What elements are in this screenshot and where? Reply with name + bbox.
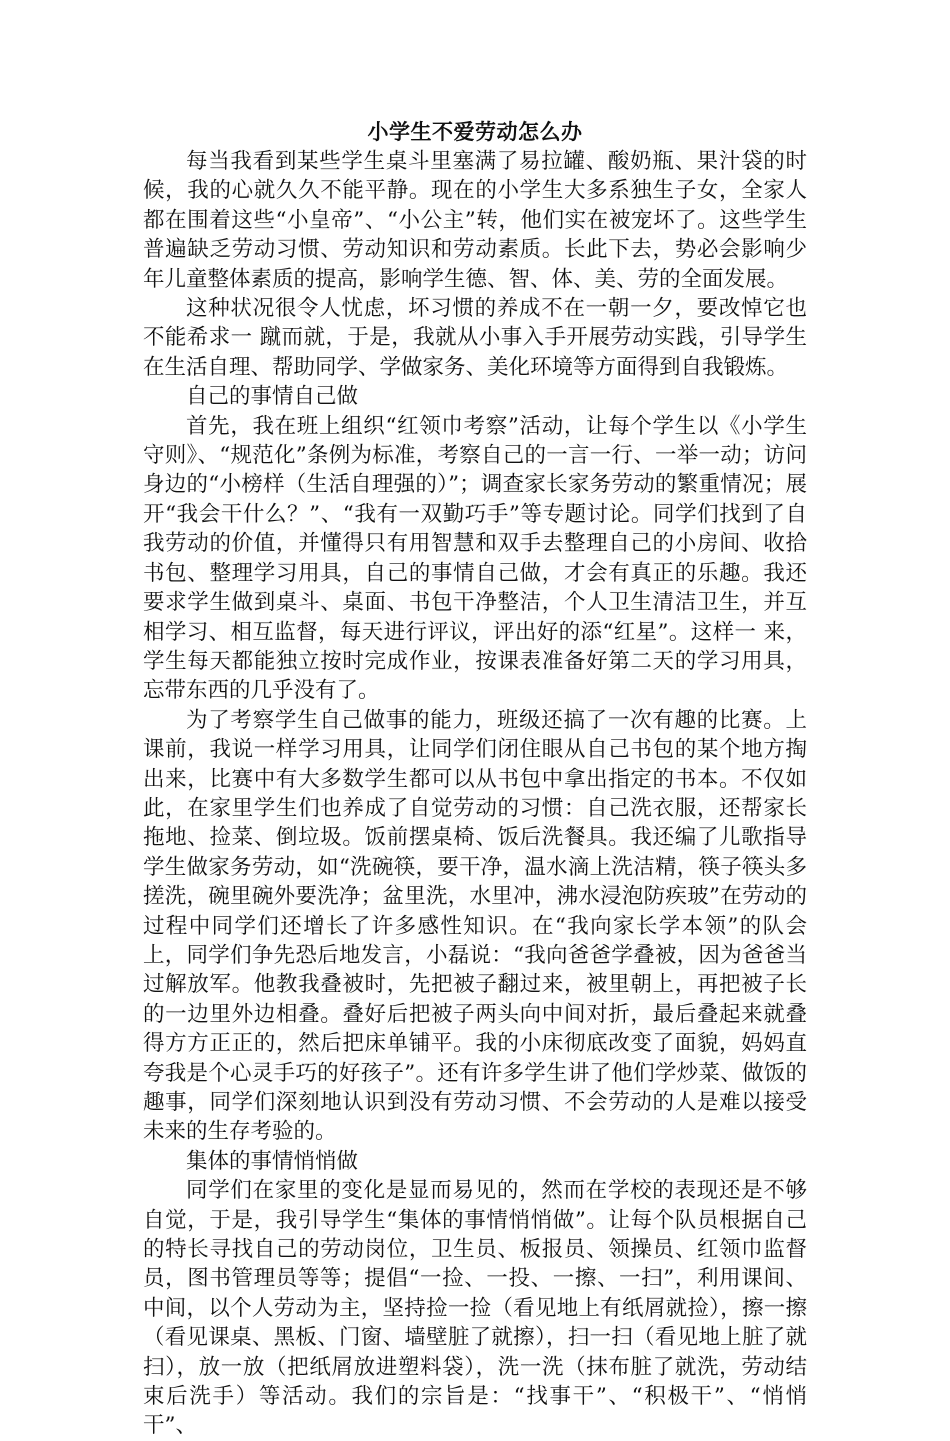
paragraph: 每当我看到某些学生桌斗里塞满了易拉罐、酸奶瓶、果汁袋的时候，我的心就久久不能平静。现在的小学生大多系独生子女，全家人都在围着这些“小皇帝”、“小公主”转，他们实在被宠坏了。这些学生普遍缺乏劳动习惯、劳动知识和劳动素质。长此下去，势必会影响少年儿童整体素质的提高，影响学生德、智、体、美、劳的全面发展。 [143, 149, 807, 292]
document-body [143, 118, 807, 1441]
paragraph: 为了考察学生自己做事的能力，班级还搞了一次有趣的比赛。上课前，我说一样学习用具，让同学们闭住眼从自己书包的某个地方掏出来，比赛中有大多数学生都可以从书包中拿出指定的书本。不仅如此，在家里学生们也养成了自觉劳动的习惯：自己洗衣服，还帮家长拖地、捡菜、倒垃圾。饭前摆桌椅、饭后洗餐具。我还编了儿歌指导学生做家务劳动，如“洗碗筷，要干净，温水滴上洗洁精，筷子筷头多搓洗，碗里碗外要洗净；盆里洗，水里冲，沸水浸泡防疾玻”在劳动的过程中同学们还增长了许多感性知识。在“我向家长学本领”的队会上，同学们争先恐后地发言，小磊说：“我向爸爸学叠被，因为爸爸当过解放军。他教我叠被时，先把被子翻过来，被里朝上，再把被子长的一边里外边相叠。叠好后把被子两头向中间对折，最后叠起来就叠得方方正正的，然后把床单铺平。我的小床彻底改变了面貌，妈妈直夸我是个心灵手巧的好孩子”。还有许多学生讲了他们学炒菜、做饭的趣事，同学们深刻地认识到没有劳动习惯、不会劳动的人是难以接受未来的生存考验的。 [143, 707, 807, 1145]
document-title: 小学生不爱劳动怎么办 [367, 120, 583, 144]
section-heading: 自己的事情自己做 [186, 384, 359, 410]
paragraph: 同学们在家里的变化是显而易见的，然而在学校的表现还是不够自觉，于是，我引导学生“集体的事情悄悄做”。让每个队员根据自己的特长寻找自己的劳动岗位，卫生员、板报员、领操员、红领巾监督员，图书管理员等等；提倡“一捡、一投、一擦、一扫”，利用课间、中间，以个人劳动为主，坚持捡一捡（看见地上有纸屑就捡），擦一擦（看见课桌、黑板、门窗、墙壁脏了就擦），扫一扫（看见地上脏了就扫），放一放（把纸屑放进塑料袋），洗一洗（抹布脏了就洗，劳动结束后洗手）等活动。我们的宗旨是：“找事干”、“积极干”、“悄悄干”、 [143, 1178, 807, 1439]
section-heading: 集体的事情悄悄做 [186, 1148, 359, 1174]
paragraph: 这种状况很令人忧虑，坏习惯的养成不在一朝一夕，要改悼它也不能希求一 蹴而就，于是，我就从小事入手开展劳动实践，引导学生在生活自理、帮助同学、学做家务、美化环境等方面得到自我锻炼。 [143, 296, 807, 380]
paragraph: 首先，我在班上组织“红领巾考察”活动，让每个学生以《小学生守则》、“规范化”条例为标准，考察自己的一言一行、一举一动；访问身边的“小榜样（生活自理强的）”；调查家长家务劳动的繁重情况；展开“我会干什么？”、“我有一双勤巧手”等专题讨论。同学们找到了自我劳动的价值，并懂得只有用智慧和双手去整理自己的小房间、收拾书包、整理学习用具，自己的事情自己做，才会有真正的乐趣。我还要求学生做到桌斗、桌面、书包干净整洁，个人卫生清洁卫生，并互相学习、相互监督，每天进行评议，评出好的添“红星”。这样一 来，学生每天都能独立按时完成作业，按课表准备好第二天的学习用具，忘带东西的几乎没有了。 [143, 413, 807, 704]
